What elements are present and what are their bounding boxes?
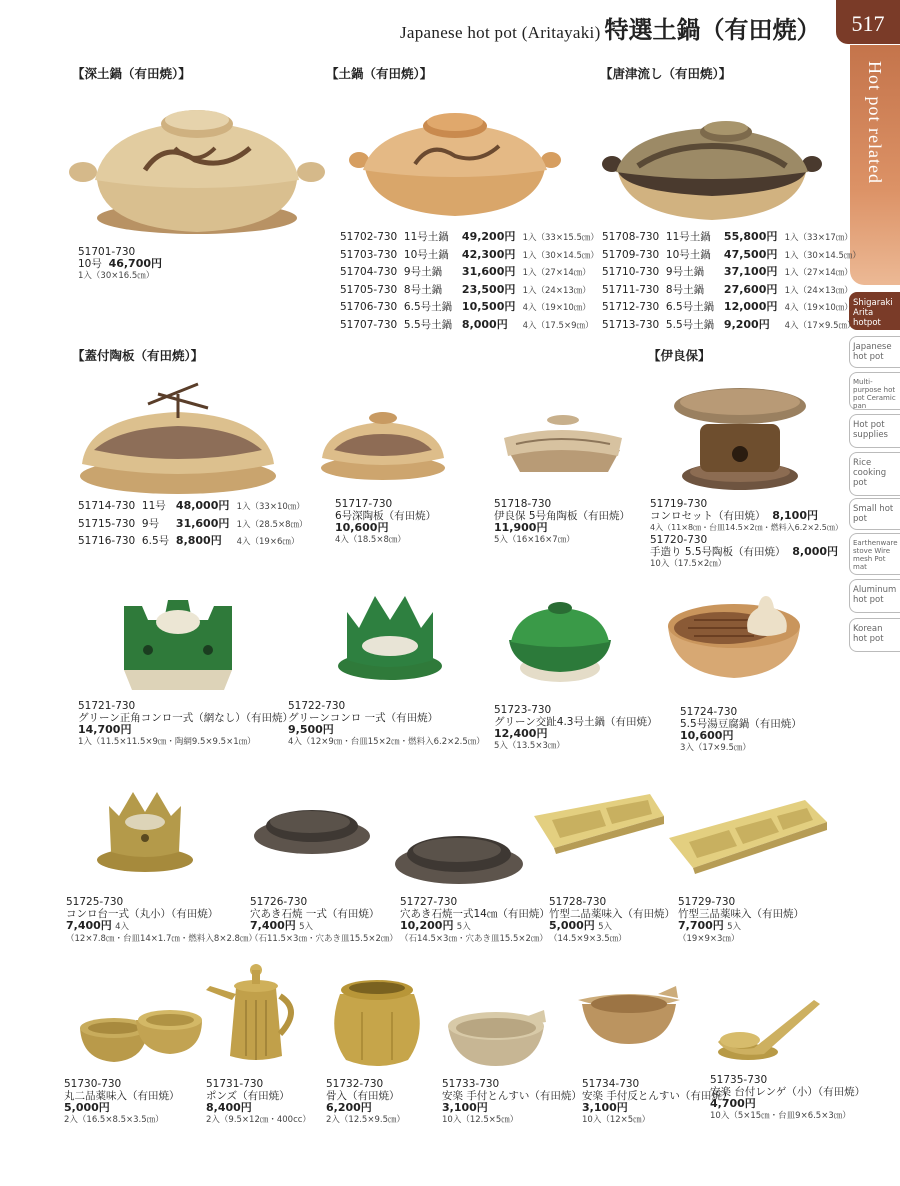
list-item: 51708-730 11号土鍋 55,800円 1入（33×17㎝） [602, 230, 853, 243]
pot-image-51723 [505, 600, 615, 686]
donabe-price-list [340, 229, 599, 334]
bowl-image-51734 [578, 986, 680, 1048]
product-51727: 51727-730 穴あき石焼一式14㎝（有田焼） 10,200円 5入 （石14.5×3㎝・穴あき皿15.5×2㎝） [400, 896, 550, 944]
header-title-en: Japanese hot pot (Aritayaki) [400, 23, 601, 42]
product-name: 10号 [78, 258, 102, 270]
list-item: 51712-730 6.5号土鍋 12,000円 4入（19×10㎝） [602, 300, 853, 313]
product-51701 [78, 246, 162, 282]
product-51732: 51732-730 骨入（有田焼） 6,200円 2入（12.5×9.5㎝） [326, 1078, 405, 1125]
product-qty: 1入（30×16.5㎝） [78, 271, 155, 281]
side-tab-stove[interactable]: Earthenware stove Wire mesh Pot mat [849, 533, 900, 575]
list-item: 51715-730 9号 31,600円 1入（28.5×8㎝） [78, 516, 308, 530]
condiment-image-51728 [530, 790, 666, 856]
product-price: 46,700円 [108, 257, 163, 270]
side-tab-supplies[interactable]: Hot pot supplies [849, 414, 900, 448]
header-title-jp: 特選土鍋（有田焼） [604, 18, 821, 44]
spoon-image-51735 [714, 994, 824, 1064]
plate-image-51727 [393, 822, 525, 888]
pot-image-51701 [75, 100, 325, 240]
stove-image-51722 [335, 590, 445, 686]
product-51733: 51733-730 安楽 手付とんすい（有田焼） 3,100円 10入（12.5×5㎝） [442, 1078, 582, 1125]
page-header [400, 10, 821, 45]
product-51730: 51730-730 丸二品薬味入（有田焼） 5,000円 2入（16.5×8.5×3.5㎝） [64, 1078, 180, 1125]
pot-image-51708 [608, 116, 818, 224]
side-tab-korean[interactable]: Korean hot pot [849, 618, 900, 652]
karatsu-price-list [602, 229, 861, 334]
list-item: 51703-730 10号土鍋 42,300円 1入（30×14.5㎝） [340, 247, 599, 261]
pot-image-51724 [664, 596, 804, 686]
section-fuka: 【深土鍋（有田焼）】 [72, 67, 191, 81]
product-51722: 51722-730 グリーンコンロ 一式（有田焼） 9,500円 4入（12×9㎝・台皿15×2㎝・燃料入6.2×2.5㎝） [288, 700, 485, 747]
section-donabe: 【土鍋（有田焼）】 [326, 67, 433, 81]
section-futatsuki: 【蓋付陶板（有田焼）】 [72, 349, 204, 363]
list-item: 51707-730 5.5号土鍋 8,000円 4入（17.5×9㎝） [340, 317, 594, 331]
plate-image-51726 [252, 798, 372, 858]
bowl-image-51732 [326, 972, 428, 1070]
stove-image-51725 [95, 788, 195, 874]
product-51723: 51723-730 グリーン交趾4.3号土鍋（有田焼） 12,400円 5入（13.5×3㎝） [494, 704, 658, 751]
list-item: 51710-730 9号土鍋 37,100円 1入（27×14㎝） [602, 265, 853, 278]
product-51734: 51734-730 安楽 手付反とんすい（有田焼） 3,100円 10入（12×5㎝） [582, 1078, 733, 1125]
stove-image-51721 [118, 586, 238, 694]
product-51717: 51717-730 6号深陶板（有田焼） 10,600円 4入（18.5×8㎝） [335, 498, 437, 545]
product-51731: 51731-730 ポンズ（有田焼） 8,400円 2入（9.5×12㎝・400cc） [206, 1078, 311, 1125]
pot-image-51702 [355, 108, 555, 223]
product-code: 51701-730 [78, 246, 136, 258]
condiment-image-51730 [78, 1004, 204, 1068]
side-tab-shigaraki[interactable]: Shigaraki Arita hotpot [849, 292, 900, 330]
list-item: 51713-730 5.5号土鍋 9,200円 4入（17×9.5㎝） [602, 317, 856, 331]
side-tab-aluminum[interactable]: Aluminum hot pot [849, 579, 900, 613]
product-51726: 51726-730 穴あき石焼 一式（有田焼） 7,400円 5入 （石11.5×3㎝・穴あき皿15.5×2㎝） [250, 896, 398, 944]
section-irabo: 【伊良保】 [648, 349, 711, 363]
list-item: 51702-730 11号土鍋 49,200円 1入（33×15.5㎝） [340, 230, 599, 243]
product-51724: 51724-730 5.5号湯豆腐鍋（有田焼） 10,600円 3入（17×9.5㎝） [680, 706, 802, 753]
product-51729: 51729-730 竹型三品薬味入（有田焼） 7,700円 5入 （19×9×3㎝） [678, 896, 804, 944]
product-51725: 51725-730 コンロ台一式（丸小）（有田焼） 7,400円 4入 （12×7.8㎝・台皿14×1.7㎝・燃料入8×2.8㎝） [66, 896, 257, 944]
side-tab-multipurpose[interactable]: Multi-purpose hot pot Ceramic pan [849, 372, 900, 410]
list-item: 51716-730 6.5号 8,800円 4入（19×6㎝） [78, 534, 300, 547]
product-51719: 51719-730 コンロセット（有田焼） 8,100円 4入（11×8㎝・台皿14.5×2㎝・燃料入6.2×2.5㎝） 51720-730 手造り 5.5号陶板（有田焼） 8,000円 10入（17.5×2㎝） [650, 498, 843, 569]
condiment-image-51731 [206, 960, 306, 1066]
list-item: 51711-730 8号土鍋 27,600円 1入（24×13㎝） [602, 282, 853, 296]
product-51728: 51728-730 竹型二品薬味入（有田焼） 5,000円 5入 （14.5×9×3.5㎝） [549, 896, 675, 944]
product-51718: 51718-730 伊良保 5号角陶板（有田焼） 11,900円 5入（16×16×7㎝） [494, 498, 631, 545]
page-number: 517 [836, 0, 900, 44]
side-tab-rice[interactable]: Rice cooking pot [849, 452, 900, 496]
plate-image-51714 [78, 384, 280, 496]
product-51735: 51735-730 安楽 台付レンゲ（小）（有田焼） 4,700円 10入（5×15㎝・台皿9×6.5×3㎝） [710, 1074, 866, 1121]
plate-image-51717 [318, 406, 448, 482]
section-karatsu: 【唐津流し（有田焼）】 [600, 67, 732, 81]
product-51721: 51721-730 グリーン正角コンロ一式（網なし）（有田焼） 14,700円 1入（11.5×11.5×9㎝・陶網9.5×9.5×1㎝） [78, 700, 294, 747]
bowl-image-51733 [444, 1006, 548, 1068]
stove-image-51719 [670, 384, 810, 500]
list-item: 51705-730 8号土鍋 23,500円 1入（24×13㎝） [340, 282, 591, 296]
condiment-image-51729 [665, 796, 830, 876]
list-item: 51709-730 10号土鍋 47,500円 1入（30×14.5㎝） [602, 247, 861, 261]
list-item: 51714-730 11号 48,000円 1入（33×10㎝） [78, 499, 305, 512]
side-tab-japanese[interactable]: Japanese hot pot [849, 336, 900, 368]
list-item: 51706-730 6.5号土鍋 10,500円 4入（19×10㎝） [340, 300, 591, 313]
plate-image-51718 [500, 414, 626, 480]
futatsuki-price-list [78, 498, 307, 551]
side-category-title: Hot pot related [865, 61, 885, 184]
list-item: 51704-730 9号土鍋 31,600円 1入（27×14㎝） [340, 265, 591, 278]
side-tab-small[interactable]: Small hot pot [849, 498, 900, 530]
